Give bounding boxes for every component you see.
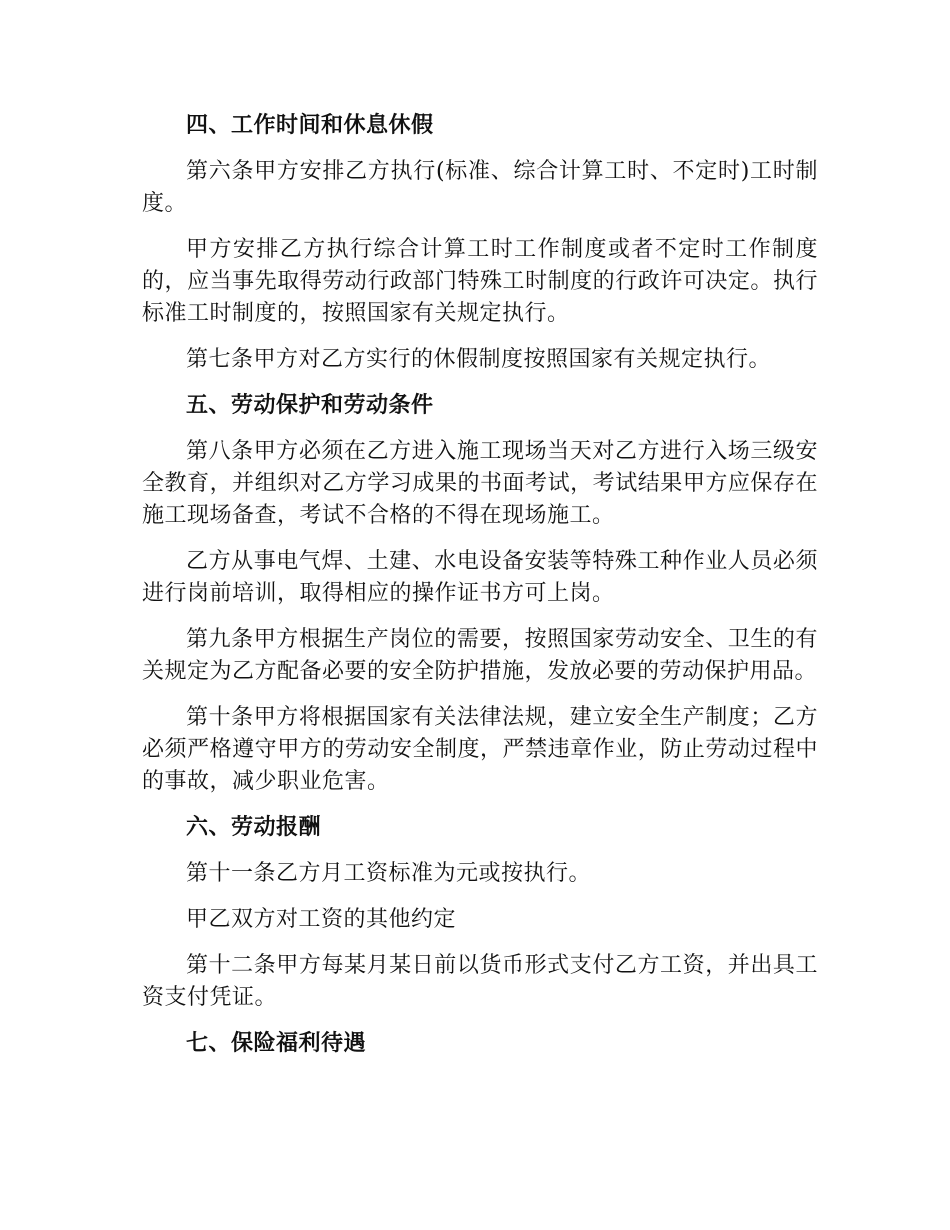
article-6-paragraph: 第六条甲方安排乙方执行(标准、综合计算工时、不定时)工时制度。 [142, 159, 818, 216]
section-heading-work-hours: 四、工作时间和休息休假 [186, 113, 434, 138]
special-trade-training-paragraph: 乙方从事电气焊、土建、水电设备安装等特殊工种作业人员必须进行岗前培训，取得相应的操作证书方可上岗。 [142, 549, 818, 606]
article-11-paragraph: 第十一条乙方月工资标准为元或按执行。 [186, 861, 592, 886]
article-12-paragraph: 第十二条甲方每某月某日前以货币形式支付乙方工资，并出具工资支付凭证。 [142, 953, 818, 1010]
article-10-paragraph: 第十条甲方将根据国家有关法律法规，建立安全生产制度；乙方必须严格遵守甲方的劳动安全制度，严禁违章作业，防止劳动过程中的事故，减少职业危害。 [142, 705, 818, 794]
section-heading-remuneration: 六、劳动报酬 [186, 815, 322, 840]
article-8-paragraph: 第八条甲方必须在乙方进入施工现场当天对乙方进行入场三级安全教育，并组织对乙方学习成果的书面考试，考试结果甲方应保存在施工现场备查，考试不合格的不得在现场施工。 [142, 439, 818, 528]
article-9-paragraph: 第九条甲方根据生产岗位的需要，按照国家劳动安全、卫生的有关规定为乙方配备必要的安全防护措施，发放必要的劳动保护用品。 [142, 627, 818, 684]
other-wage-agreement-paragraph: 甲乙双方对工资的其他约定 [186, 907, 457, 932]
document-body [142, 110, 818, 1074]
section-heading-insurance-welfare: 七、保险福利待遇 [186, 1031, 367, 1056]
article-7-paragraph: 第七条甲方对乙方实行的休假制度按照国家有关规定执行。 [186, 347, 772, 372]
section-heading-labor-protection: 五、劳动保护和劳动条件 [186, 393, 434, 418]
work-hours-system-paragraph: 甲方安排乙方执行综合计算工时工作制度或者不定时工作制度的，应当事先取得劳动行政部门特殊工时制度的行政许可决定。执行标准工时制度的，按照国家有关规定执行。 [142, 237, 818, 326]
